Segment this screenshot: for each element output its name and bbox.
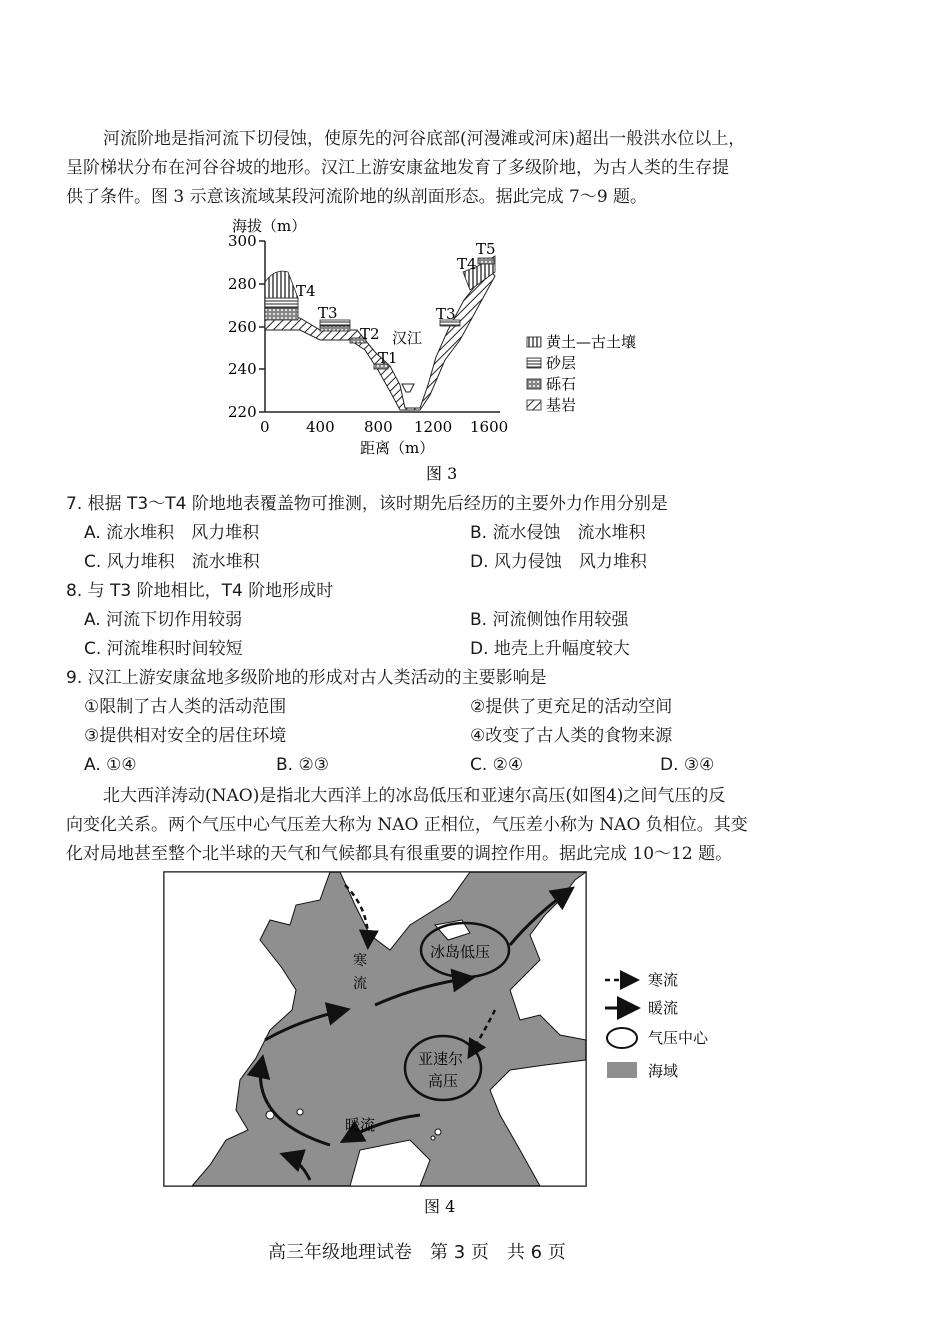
y-tick-260: 260 [228, 318, 257, 336]
cold-current-label-1: 寒 [353, 953, 367, 969]
azores-high-label-1: 亚速尔 [418, 1050, 464, 1068]
intro2-line2: 向变化关系。两个气压中心气压差大称为 NAO 正相位，气压差小称为 NAO 负相位。其变 [66, 815, 748, 835]
intro2-line3: 化对局地甚至整个北半球的天气和气候都具有很重要的调控作用。据此完成 10～12 题。 [66, 844, 733, 864]
legend-loess: 黄土—古土壤 [546, 333, 637, 351]
q9-option-b: B. ②③ [276, 755, 329, 775]
figure-4-caption: 图 4 [424, 1197, 456, 1216]
x-axis-label: 距离（m） [360, 439, 435, 457]
x-tick-400: 400 [306, 418, 335, 436]
legend-bedrock-swatch [527, 400, 541, 410]
left-gravel [265, 308, 298, 320]
q8-option-b: B. 河流侧蚀作用较强 [470, 610, 629, 630]
label-t4-right: T4 [457, 255, 477, 273]
x-tick-1200: 1200 [414, 418, 453, 436]
label-t3-right: T3 [436, 305, 456, 323]
y-tick-300: 300 [228, 232, 257, 250]
q8-stem: 8. 与 T3 阶地相比，T4 阶地形成时 [66, 581, 334, 601]
river-water [402, 384, 414, 392]
right-t5-gravel [478, 258, 494, 264]
intro2-line1: 北大西洋涛动(NAO)是指北大西洋上的冰岛低压和亚速尔高压(如图4)之间气压的反 [103, 786, 726, 806]
x-tick-0: 0 [260, 418, 270, 436]
label-river: 汉江 [392, 329, 423, 347]
q9-statement-3: ③提供相对安全的居住环境 [84, 726, 287, 746]
icelandic-low-label: 冰岛低压 [430, 943, 491, 961]
figure-4-north-atlantic-map [0, 866, 950, 1226]
q7-option-d: D. 风力侵蚀 风力堆积 [470, 552, 647, 572]
q7-option-c: C. 风力堆积 流水堆积 [84, 552, 260, 572]
intro1-line3: 供了条件。图 3 示意该流域某段河流阶地的纵剖面形态。据此完成 7～9 题。 [66, 187, 648, 207]
q9-option-c: C. ②④ [470, 755, 524, 775]
legend-pressure-swatch [607, 1028, 637, 1048]
q9-stem: 9. 汉江上游安康盆地多级阶地的形成对古人类活动的主要影响是 [66, 668, 547, 688]
q7-option-a: A. 流水堆积 风力堆积 [84, 523, 260, 543]
intro1-line1: 河流阶地是指河流下切侵蚀，使原先的河谷底部(河漫滩或河床)超出一般洪水位以上， [103, 129, 746, 149]
y-tick-280: 280 [228, 275, 257, 293]
q9-statement-4: ④改变了古人类的食物来源 [470, 726, 673, 746]
legend-sea-swatch [607, 1062, 637, 1078]
legend-cold: 寒流 [648, 971, 679, 989]
q8-option-a: A. 河流下切作用较弱 [84, 610, 243, 630]
q7-stem: 7. 根据 T3～T4 阶地地表覆盖物可推测，该时期先后经历的主要外力作用分别是 [66, 494, 668, 514]
label-t1: T1 [378, 349, 398, 367]
q9-statement-1: ①限制了古人类的活动范围 [84, 697, 287, 717]
q9-statement-2: ②提供了更充足的活动空间 [470, 697, 673, 717]
legend-bedrock: 基岩 [546, 396, 577, 414]
legend-loess-swatch [527, 337, 541, 347]
y-tick-220: 220 [228, 403, 257, 421]
legend-pressure: 气压中心 [648, 1029, 709, 1047]
cold-current-label-2: 流 [353, 976, 367, 992]
q9-option-d: D. ③④ [660, 755, 715, 775]
left-loess [265, 271, 298, 298]
legend-gravel-swatch [527, 379, 541, 389]
q8-option-c: C. 河流堆积时间较短 [84, 639, 243, 659]
legend-sand: 砂层 [546, 354, 577, 372]
label-t5: T5 [476, 240, 496, 258]
left-t3-gravel [320, 326, 350, 331]
x-tick-1600: 1600 [470, 418, 509, 436]
legend-warm: 暖流 [648, 999, 679, 1017]
legend-gravel: 砾石 [546, 375, 577, 393]
q9-option-a: A. ①④ [84, 755, 137, 775]
legend-sea: 海域 [648, 1062, 679, 1080]
q8-option-d: D. 地壳上升幅度较大 [470, 639, 630, 659]
y-axis-label: 海拔（m） [232, 217, 307, 235]
label-t2: T2 [360, 325, 380, 343]
intro1-line2: 呈阶梯状分布在河谷谷坡的地形。汉江上游安康盆地发育了多级阶地，为古人类的生存提 [66, 158, 729, 178]
page-footer: 高三年级地理试卷 第 3 页 共 6 页 [268, 1242, 566, 1263]
label-t4-left: T4 [296, 282, 316, 300]
left-sand [265, 298, 298, 308]
figure-3-river-terrace-profile [0, 205, 950, 505]
figure-3-caption: 图 3 [426, 464, 458, 483]
legend-sand-swatch [527, 358, 541, 368]
x-tick-800: 800 [364, 418, 393, 436]
azores-high-label-2: 高压 [428, 1072, 459, 1090]
q7-option-b: B. 流水侵蚀 流水堆积 [470, 523, 646, 543]
y-tick-240: 240 [228, 360, 257, 378]
label-t3-left: T3 [318, 304, 338, 322]
warm-current-label: 暖流 [345, 1116, 376, 1134]
